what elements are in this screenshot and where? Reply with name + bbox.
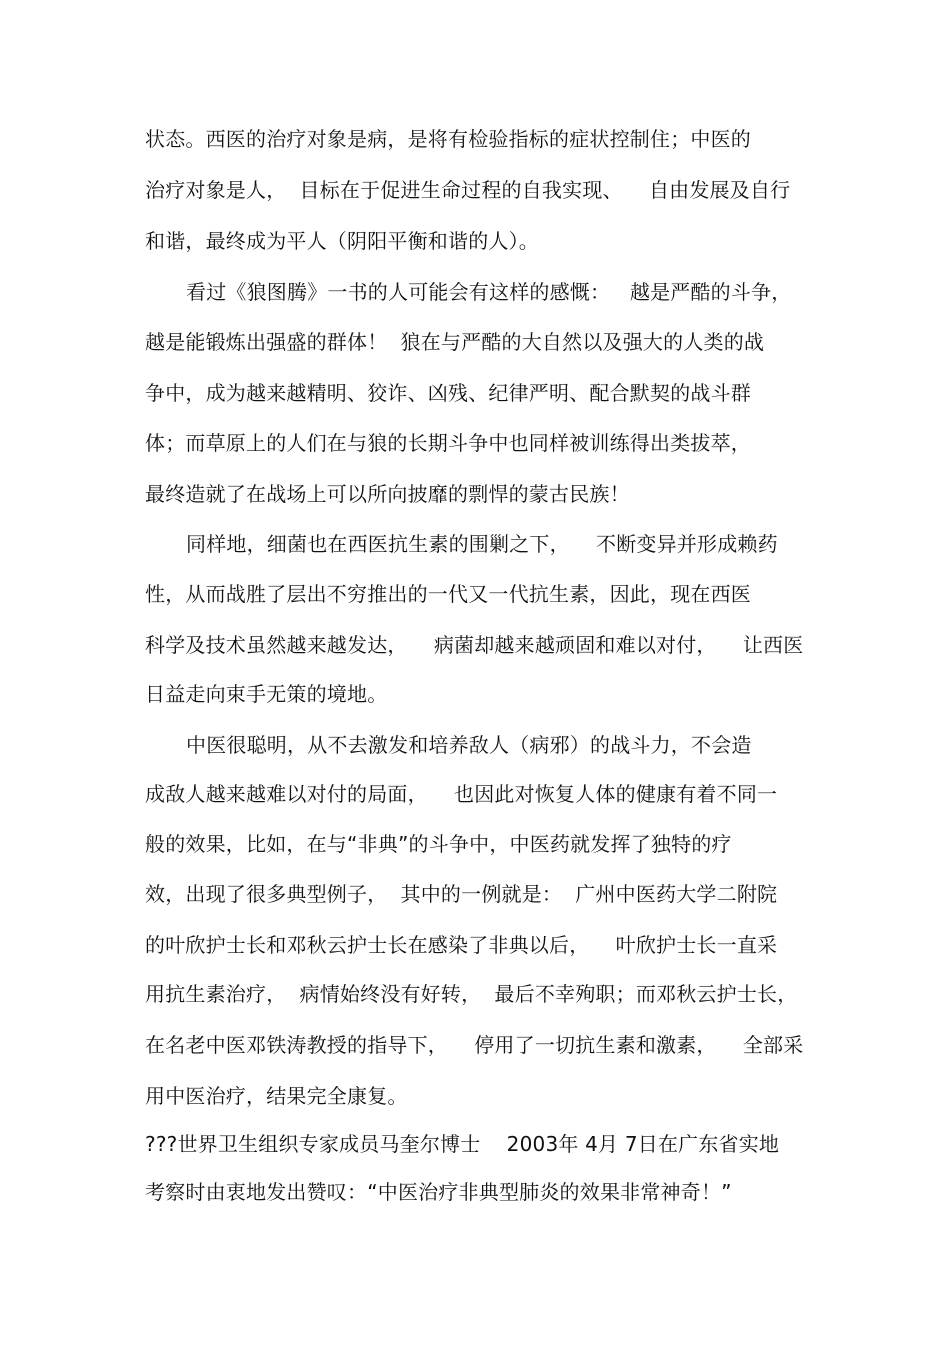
text-line: 考察时由衷地发出赞叹：“中医治疗非典型肺炎的效果非常神奇！” — [145, 1180, 732, 1204]
paragraph-start-line: 中医很聪明，从不去激发和培养敌人（病邪）的战斗力，不会造 — [186, 733, 752, 757]
text-line: 用中医治疗，结果完全康复。 — [145, 1084, 408, 1108]
text-line: 体；而草原上的人们在与狼的长期斗争中也同样被训练得出类拔萃， — [145, 431, 751, 455]
text-line: 日益走向束手无策的境地。 — [145, 682, 388, 706]
text-line: 的叶欣护士长和邓秋云护士长在感染了非典以后， 叶欣护士长一直采 — [145, 933, 778, 957]
text-line: 性，从而战胜了层出不穷推出的一代又一代抗生素，因此，现在西医 — [145, 582, 751, 606]
text-line: 在名老中医邓铁涛教授的指导下， 停用了一切抗生素和激素， 全部采 — [145, 1033, 804, 1057]
text-line: 成敌人越来越难以对付的局面， 也因此对恢复人体的健康有着不同一 — [145, 782, 778, 806]
text-line: 和谐，最终成为平人（阴阳平衡和谐的人）。 — [145, 229, 539, 253]
text-line: 争中，成为越来越精明、狡诈、凶残、纪律严明、配合默契的战斗群 — [145, 381, 751, 405]
text-line: 用抗生素治疗， 病情始终没有好转， 最后不幸殉职；而邓秋云护士长， — [145, 982, 798, 1006]
text-line: 效，出现了很多典型例子， 其中的一例就是： 广州中医药大学二附院 — [145, 882, 778, 906]
text-line: ???世界卫生组织专家成员马奎尔博士 2003年 4月 7日在广东省实地 — [145, 1132, 780, 1156]
paragraph-start-line: 看过《狼图腾》一书的人可能会有这样的感慨： 越是严酷的斗争， — [186, 280, 792, 304]
text-line: 最终造就了在战场上可以所向披靡的剽悍的蒙古民族！ — [145, 482, 630, 506]
text-line: 治疗对象是人， 目标在于促进生命过程的自我实现、 自由发展及自行 — [145, 178, 791, 202]
text-line: 般的效果，比如，在与“非典”的斗争中，中医药就发挥了独特的疗 — [145, 832, 732, 856]
text-line: 状态。西医的治疗对象是病，是将有检验指标的症状控制住；中医的 — [145, 127, 751, 151]
text-line: 越是能锻炼出强盛的群体！ 狼在与严酷的大自然以及强大的人类的战 — [145, 330, 765, 354]
paragraph-start-line: 同样地，细菌也在西医抗生素的围剿之下， 不断变异并形成赖药 — [186, 532, 778, 556]
text-line: 科学及技术虽然越来越发达， 病菌却越来越顽固和难以对付， 让西医 — [145, 633, 804, 657]
